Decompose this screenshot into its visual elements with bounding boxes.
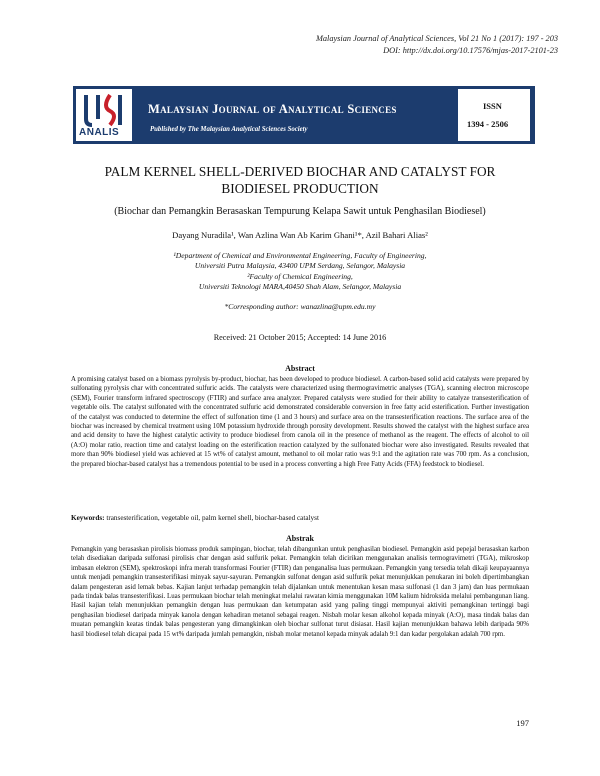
article-subtitle: (Biochar dan Pemangkin Berasaskan Tempurung Kelapa Sawit untuk Penghasilan Biodiesel): [114, 206, 486, 217]
affiliation-1-line1: ¹Department of Chemical and Environmental Engineering, Faculty of Engineering,: [173, 251, 427, 260]
keywords: [71, 514, 529, 522]
keywords-label: Keywords:: [71, 514, 105, 522]
logo-wordmark: ANALIS: [79, 127, 120, 138]
article-title: [60, 163, 540, 197]
keywords-text: transesterification, vegetable oil, palm kernel shell, biochar-based catalyst: [106, 514, 319, 522]
author-list: Dayang Nuradila¹, Wan Azlina Wan Ab Karim Ghani¹*, Azil Bahari Alias²: [172, 230, 428, 240]
banner-title: Malaysian Journal of Analytical Sciences: [148, 102, 397, 116]
journal-doi[interactable]: DOI: http://dx.doi.org/10.17576/mjas-2017-2101-23: [383, 46, 558, 55]
issn-label: ISSN: [483, 101, 502, 111]
abstrak-text: Pemangkin yang berasaskan pirolisis biomass produk sampingan, biochar, telah dibangunkan untuk penghasilan biodiesel. Pemangkin asid pepejal berasaskan karbon telah disediakan daripada sulfonasi pirolisis char dengan asid sulfurik pekat. Pemangkin telah dicirikan menggunakan analisis termogravimetri (TGA), mikroskop imbasan elektron (SEM), spektroskopi infra merah transformasi Fourier (FTIR) dan penganalisa luas permukaan. Pemangkin yang tersedia telah dikaji keupayaannya untuk menjadi pemangkin transesterifikasi minyak sayur-sayuran. Pemangkin sulfonat dengan asid sulfurik pekat menunjukkan penukaran ini boleh dipertimbangkan dalam pengesteran asid lemak bebas. Kajian lanjut terhadap pemangkin telah dijalankan untuk menentukan kesan masa sulfonasi (1 dan 3 jam) dan luas permukaan pada tindak balas transesterifikasi. Luas permukaan biochar telah meningkat melalui rawatan kimia menggunakan 10M kalium hidroksida melalui pembangunan liang. Hasil kajian telah menunjukkan pemangkin dengan luas permukaan dan ketumpatan asid yang paling tinggi mempunyai aktiviti pemangkinan tertinggi bagi penghasilan biodiesel daripada minyak kanola dengan kehadiran metanol sebagai reagen. Nisbah molar kesan alkohol kepada minyak (A:O), masa tindak balas dan muatan pemangkin keatas tindak balas pengesteran yang dimangkinkan oleh biochar sulfonat turut disiasat. Hasil kajian menunjukkan bahawa lebih daripada 90% hasil biodiesel telah dicapai pada 15 wt% daripada jumlah pemangkin, nisbah molar metanol kepada minyak adalah 9:1 dan kadar pergolakan adalah 700 rpm.: [71, 546, 529, 638]
banner-subtitle: Published by The Malaysian Analytical Sciences Society: [150, 126, 308, 133]
article-title-line2: BIODIESEL PRODUCTION: [221, 181, 379, 196]
received-accepted-dates: Received: 21 October 2015; Accepted: 14 June 2016: [213, 333, 387, 342]
abstrak-heading: Abstrak: [285, 534, 314, 543]
issn-box: [458, 89, 530, 141]
page-number: 197: [516, 718, 529, 728]
affiliation-2-line2: Universiti Teknologi MARA,40450 Shah Alam, Selangor, Malaysia: [198, 282, 402, 291]
corresponding-author: *Corresponding author: wanazlina@upm.edu.my: [224, 302, 376, 311]
journal-logo: [76, 89, 132, 141]
abstract-heading: Abstract: [285, 364, 315, 373]
abstract-text: A promising catalyst based on a biomass pyrolysis by-product, biochar, has been developed to produce biodiesel. A carbon-based solid acid catalysts were prepared by sulfonating pyrolysis char with concentrated sulfuric acids. The catalysts were characterized using thermogravimetric analyses (TGA), scanning electron microscope (SEM), Fourier transform infrared spectroscopy (FTIR) and surface area analyzer. Prepared catalysts were studied for their ability to catalyze transesterification of vegetable oils. The catalyst sulfonated with the concentrated sulfuric acid demonstrated considerable conversion in free fatty acid esterification. Further investigation of the catalyst was conducted to determine the effect of sulfonation time (1 and 3 hours) and surface area on the transesterification reactions. The surface area of the biochar was increased by chemical treatment using 10M potassium hydroxide through porosity development. Results showed the catalyst with the highest surface area and acid density to have the highest catalytic activity to produce biodiesel from canola oil in the presence of methanol as the reagent. The effects of alcohol to oil (A:O) molar ratio, reaction time and catalyst loading on the esterification reaction catalyzed by the sulfonated biochar were also investigated. Results revealed that more than 90% biodiesel yield was achieved at 15 wt% of catalyst amount, methanol to oil molar ratio was 9:1 and the agitation rate was 700 rpm. As a conclusion, the prepared biochar-based catalyst has a tremendous potential to be used in a process converting a high Free Fatty Acids (FFA) feedstock to biodiesel.: [71, 376, 529, 468]
affiliation-2-line1: ²Faculty of Chemical Engineering,: [247, 272, 353, 281]
journal-citation: Malaysian Journal of Analytical Sciences, Vol 21 No 1 (2017): 197 - 203: [315, 34, 558, 43]
article-title-line1: PALM KERNEL SHELL-DERIVED BIOCHAR AND CATALYST FOR: [104, 164, 496, 179]
affiliation-1-line2: Universiti Putra Malaysia, 43400 UPM Serdang, Selangor, Malaysia: [194, 261, 406, 270]
issn-number: 1394 - 2506: [467, 119, 509, 129]
